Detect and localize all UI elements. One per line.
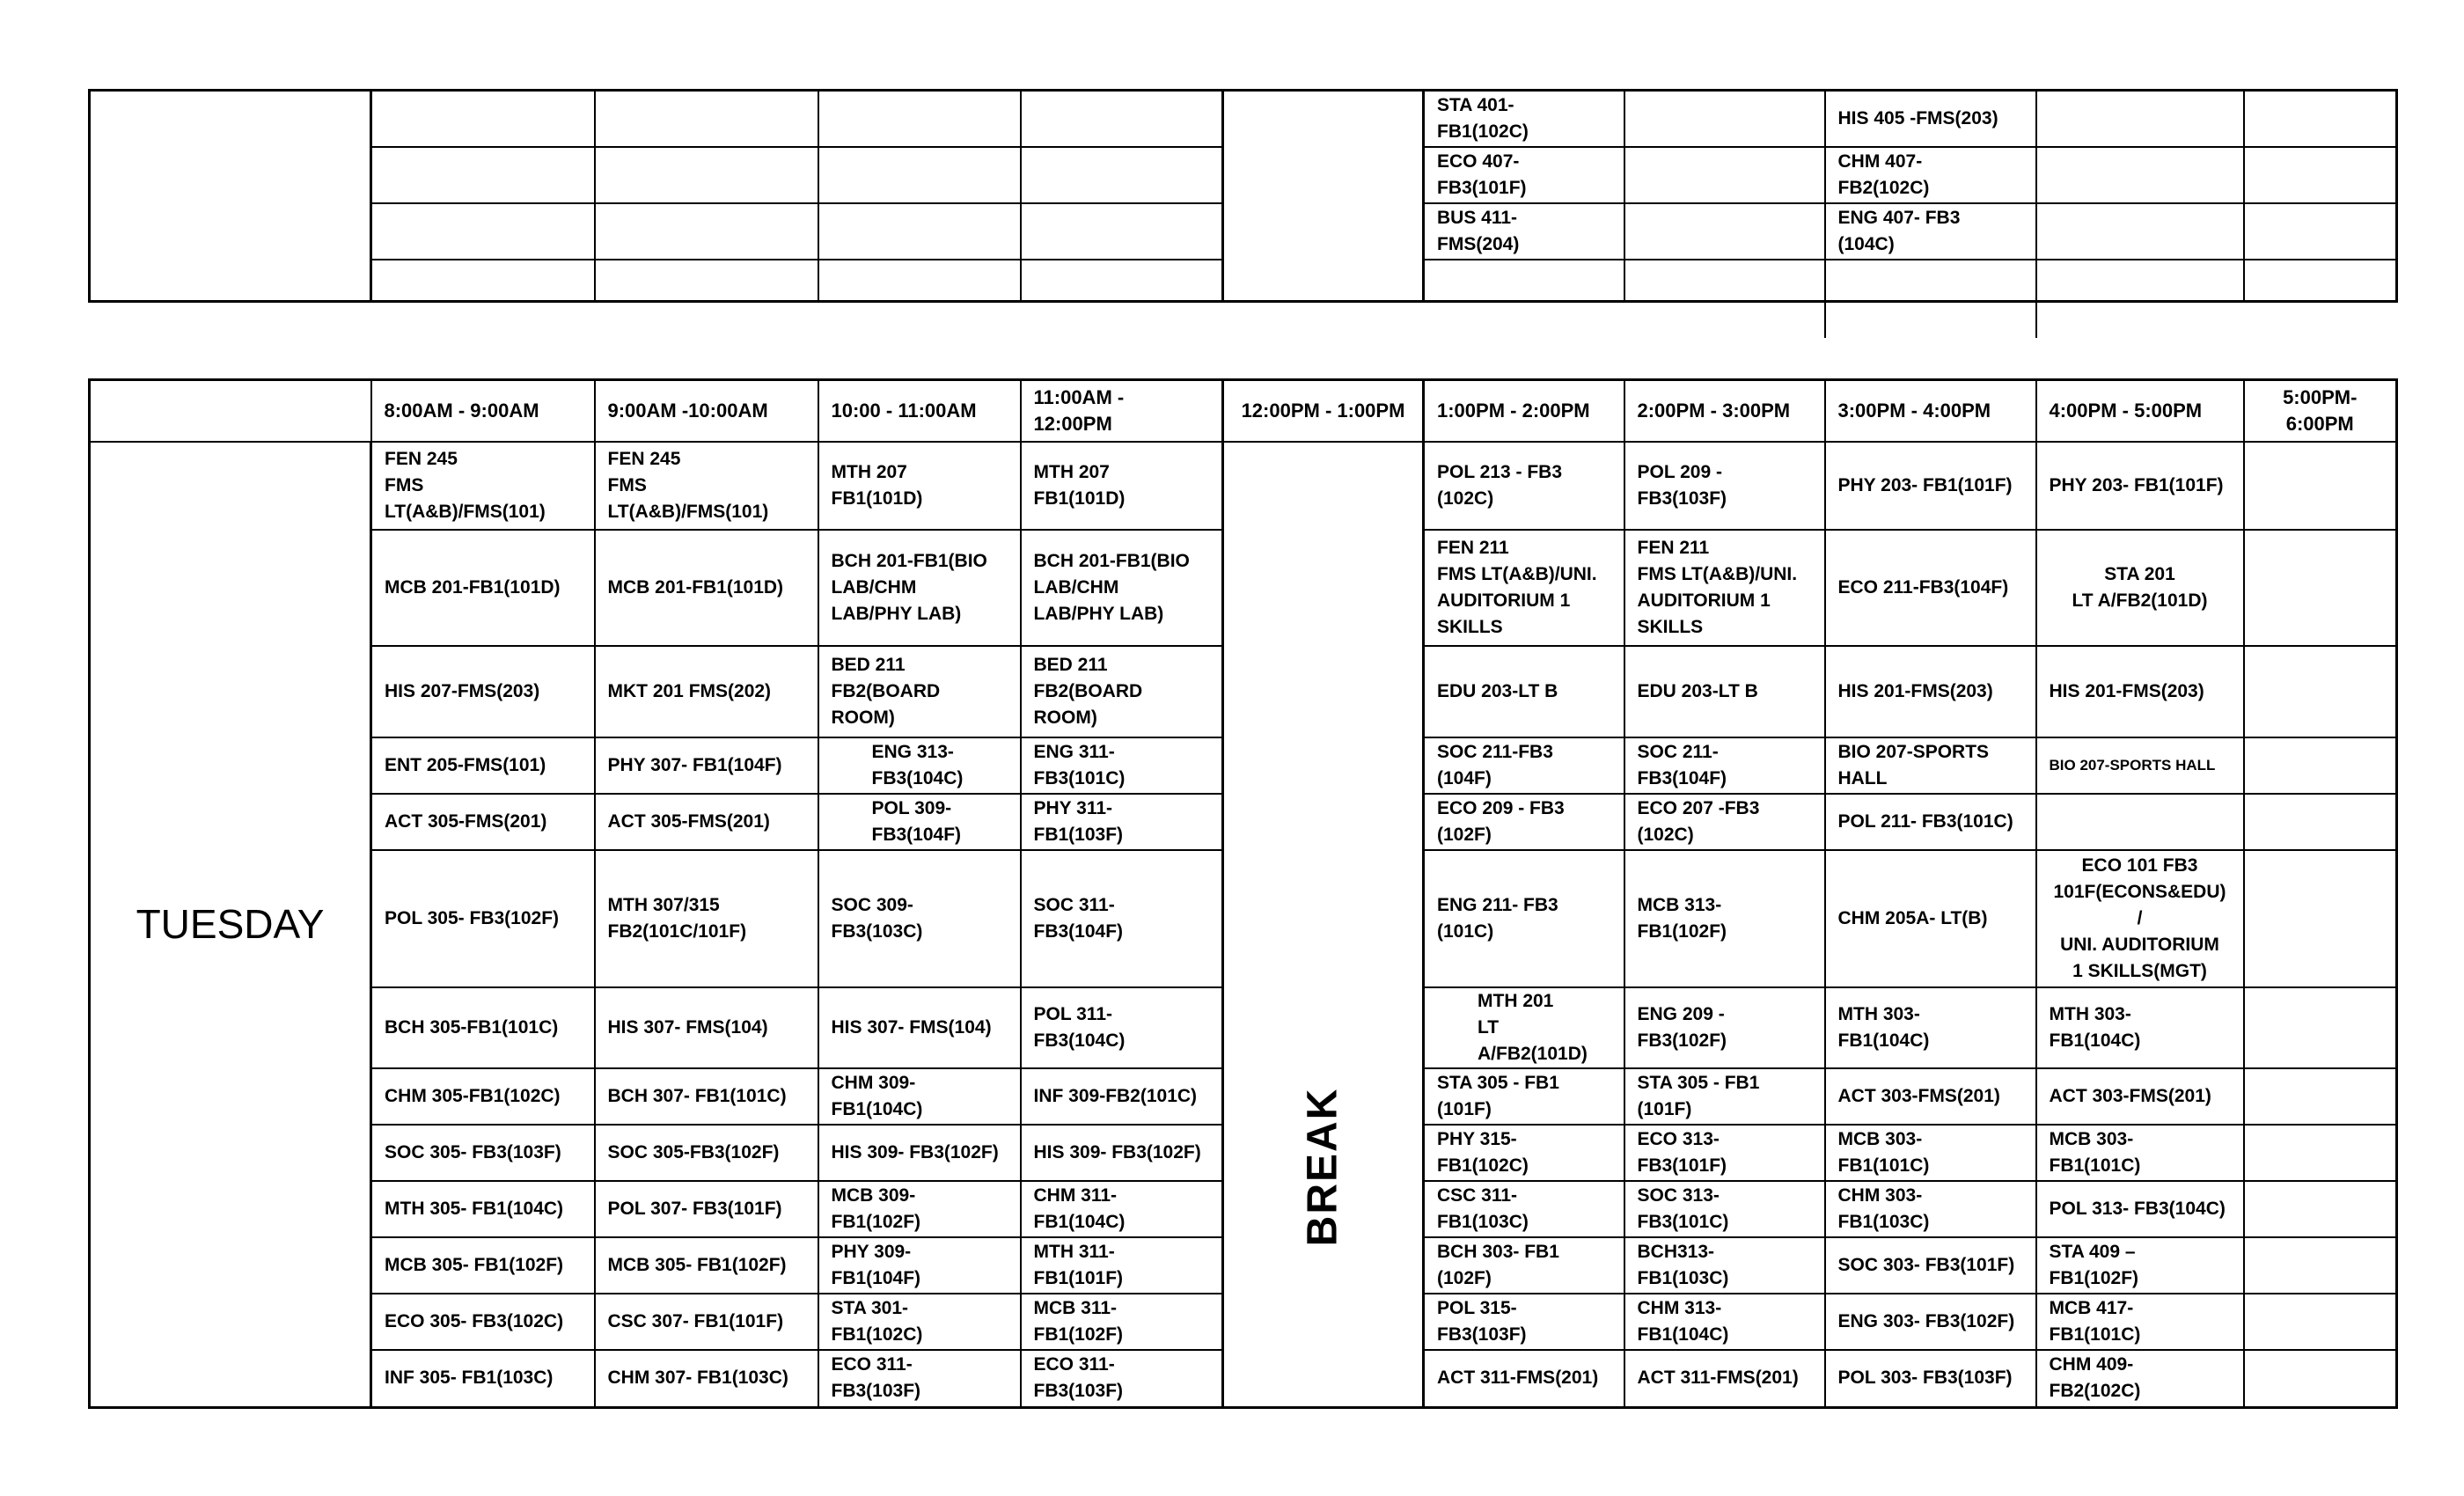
class-cell: SOC 303- FB3(101F) [1825,1237,2036,1294]
class-cell: PHY 203- FB1(101F) [1825,442,2036,530]
class-cell: MCB 303- FB1(101C) [2036,1125,2244,1181]
class-cell: FEN 211 FMS LT(A&B)/UNI. AUDITORIUM 1 SKILLS [1424,530,1624,646]
table-cell: CHM 407- FB2(102C) [1825,147,2036,203]
table-cell [371,147,595,203]
class-cell: ENG 303- FB3(102F) [1825,1294,2036,1350]
class-cell: MCB 309- FB1(102F) [818,1181,1021,1237]
class-cell: POL 305- FB3(102F) [371,850,595,987]
table-cell [1021,260,1223,302]
class-cell [2244,1125,2397,1181]
table-cell [595,147,818,203]
class-cell: SOC 305-FB3(102F) [595,1125,818,1181]
class-cell: FEN 245 FMS LT(A&B)/FMS(101) [595,442,818,530]
class-cell [2244,442,2397,530]
class-cell: MCB 201-FB1(101D) [595,530,818,646]
class-cell: CHM 311- FB1(104C) [1021,1181,1223,1237]
table-cell [595,260,818,302]
time-slot-header: 5:00PM- 6:00PM [2244,380,2397,442]
table-cell [1424,260,1624,302]
class-cell: ACT 305-FMS(201) [595,794,818,850]
tuesday-timetable [88,378,2398,1409]
table-cell [2036,260,2244,302]
class-cell: ECO 209 - FB3 (102F) [1424,794,1624,850]
class-cell: MTH 303- FB1(104C) [2036,987,2244,1068]
table-cell [2036,91,2244,147]
class-cell: ACT 303-FMS(201) [1825,1068,2036,1125]
class-cell: ENG 209 - FB3(102F) [1624,987,1825,1068]
class-cell: MKT 201 FMS(202) [595,646,818,737]
table-cell [1021,147,1223,203]
table-cell [1624,260,1825,302]
class-cell: PHY 203- FB1(101F) [2036,442,2244,530]
class-cell: ENG 311- FB3(101C) [1021,737,1223,794]
table-cell [371,260,595,302]
table-cell [371,203,595,260]
table-cell [1624,203,1825,260]
class-cell: ECO 207 -FB3 (102C) [1624,794,1825,850]
class-cell: SOC 309- FB3(103C) [818,850,1021,987]
class-cell: BIO 207-SPORTS HALL [2036,737,2244,794]
class-cell: POL 311- FB3(104C) [1021,987,1223,1068]
class-cell: ENT 205-FMS(101) [371,737,595,794]
class-cell: BIO 207-SPORTS HALL [1825,737,2036,794]
class-cell: SOC 211- FB3(104F) [1624,737,1825,794]
table-cell [818,260,1021,302]
day-label: TUESDAY [90,442,371,1408]
class-cell: ENG 211- FB3 (101C) [1424,850,1624,987]
class-cell: MCB 313- FB1(102F) [1624,850,1825,987]
class-cell: STA 305 - FB1 (101F) [1624,1068,1825,1125]
table-cell [2244,203,2397,260]
class-cell: POL 307- FB3(101F) [595,1181,818,1237]
table-cell: BUS 411- FMS(204) [1424,203,1624,260]
table-row [90,442,2397,530]
table-cell [371,91,595,147]
class-cell: ACT 305-FMS(201) [371,794,595,850]
class-cell: BED 211 FB2(BOARD ROOM) [1021,646,1223,737]
time-slot-header: 3:00PM - 4:00PM [1825,380,2036,442]
class-cell: CHM 309- FB1(104C) [818,1068,1021,1125]
class-cell: POL 309- FB3(104F) [818,794,1021,850]
table-cell [595,91,818,147]
class-cell: ACT 311-FMS(201) [1424,1350,1624,1408]
class-cell: MTH 305- FB1(104C) [371,1181,595,1237]
class-cell: CHM 409- FB2(102C) [2036,1350,2244,1408]
class-cell: CHM 303- FB1(103C) [1825,1181,2036,1237]
class-cell: MTH 207 FB1(101D) [1021,442,1223,530]
class-cell: HIS 307- FMS(104) [595,987,818,1068]
class-cell: CHM 205A- LT(B) [1825,850,2036,987]
class-cell: FEN 245 FMS LT(A&B)/FMS(101) [371,442,595,530]
time-slot-header: 12:00PM - 1:00PM [1223,380,1424,442]
break-label: BREAK [1299,1087,1346,1247]
class-cell: MCB 417- FB1(101C) [2036,1294,2244,1350]
table-cell [595,203,818,260]
day-cell [90,91,371,302]
class-cell: ECO 311- FB3(103F) [818,1350,1021,1408]
class-cell: HIS 307- FMS(104) [818,987,1021,1068]
table-cell [1825,260,2036,302]
class-cell: MTH 207 FB1(101D) [818,442,1021,530]
class-cell: EDU 203-LT B [1624,646,1825,737]
class-cell: BCH 307- FB1(101C) [595,1068,818,1125]
table-cell: ECO 407- FB3(101F) [1424,147,1624,203]
class-cell: STA 409 – FB1(102F) [2036,1237,2244,1294]
class-cell: PHY 311- FB1(103F) [1021,794,1223,850]
class-cell: HIS 309- FB3(102F) [818,1125,1021,1181]
class-cell [2244,794,2397,850]
class-cell: BCH 305-FB1(101C) [371,987,595,1068]
class-cell: MTH 201 LT A/FB2(101D) [1424,987,1624,1068]
time-slot-header: 4:00PM - 5:00PM [2036,380,2244,442]
table-cell: STA 401- FB1(102C) [1424,91,1624,147]
break-cell [1223,91,1424,302]
corner-cell [90,380,371,442]
table-cell [1624,147,1825,203]
table-cell [2036,147,2244,203]
class-cell: MTH 307/315 FB2(101C/101F) [595,850,818,987]
class-cell [2036,794,2244,850]
class-cell: MTH 311- FB1(101F) [1021,1237,1223,1294]
table-cell [818,147,1021,203]
class-cell: PHY 309- FB1(104F) [818,1237,1021,1294]
class-cell: EDU 203-LT B [1424,646,1624,737]
class-cell: HIS 207-FMS(203) [371,646,595,737]
class-cell: ECO 313- FB3(101F) [1624,1125,1825,1181]
class-cell [2244,1181,2397,1237]
table-row [90,91,2397,147]
class-cell: PHY 315- FB1(102C) [1424,1125,1624,1181]
class-cell: STA 305 - FB1 (101F) [1424,1068,1624,1125]
time-slot-header: 8:00AM - 9:00AM [371,380,595,442]
table-cell: ENG 407- FB3 (104C) [1825,203,2036,260]
class-cell: POL 313- FB3(104C) [2036,1181,2244,1237]
class-cell: SOC 305- FB3(103F) [371,1125,595,1181]
class-cell: MTH 303- FB1(104C) [1825,987,2036,1068]
table-cell [818,91,1021,147]
header-row [90,380,2397,442]
class-cell: CHM 307- FB1(103C) [595,1350,818,1408]
class-cell: POL 209 - FB3(103F) [1624,442,1825,530]
class-cell: PHY 307- FB1(104F) [595,737,818,794]
class-cell [2244,987,2397,1068]
class-cell: HIS 309- FB3(102F) [1021,1125,1223,1181]
class-cell: POL 303- FB3(103F) [1825,1350,2036,1408]
class-cell: CSC 311- FB1(103C) [1424,1181,1624,1237]
table-cell: HIS 405 -FMS(203) [1825,91,2036,147]
time-slot-header: 1:00PM - 2:00PM [1424,380,1624,442]
class-cell: BCH 201-FB1(BIO LAB/CHM LAB/PHY LAB) [818,530,1021,646]
class-cell [2244,1350,2397,1408]
time-slot-header: 11:00AM - 12:00PM [1021,380,1223,442]
class-cell: MCB 303- FB1(101C) [1825,1125,2036,1181]
class-cell: CSC 307- FB1(101F) [595,1294,818,1350]
previous-day-table [88,89,2398,303]
table-cell [2244,91,2397,147]
class-cell [2244,1294,2397,1350]
class-cell [2244,1068,2397,1125]
class-cell [2244,850,2397,987]
class-cell: BED 211 FB2(BOARD ROOM) [818,646,1021,737]
class-cell: CHM 313- FB1(104C) [1624,1294,1825,1350]
class-cell: CHM 305-FB1(102C) [371,1068,595,1125]
class-cell: ECO 305- FB3(102C) [371,1294,595,1350]
break-cell [1223,442,1424,1408]
class-cell [2244,737,2397,794]
class-cell: HIS 201-FMS(203) [1825,646,2036,737]
class-cell: POL 315- FB3(103F) [1424,1294,1624,1350]
class-cell: BCH 201-FB1(BIO LAB/CHM LAB/PHY LAB) [1021,530,1223,646]
class-cell: ECO 101 FB3 101F(ECONS&EDU) / UNI. AUDITORIUM 1 SKILLS(MGT) [2036,850,2244,987]
class-cell: HIS 201-FMS(203) [2036,646,2244,737]
class-cell: ACT 303-FMS(201) [2036,1068,2244,1125]
class-cell: POL 211- FB3(101C) [1825,794,2036,850]
class-cell: STA 301- FB1(102C) [818,1294,1021,1350]
class-cell: ECO 311- FB3(103F) [1021,1350,1223,1408]
table-cell [818,203,1021,260]
class-cell: ECO 211-FB3(104F) [1825,530,2036,646]
class-cell: FEN 211 FMS LT(A&B)/UNI. AUDITORIUM 1 SKILLS [1624,530,1825,646]
table-cell [2036,203,2244,260]
time-slot-header: 2:00PM - 3:00PM [1624,380,1825,442]
class-cell: ENG 313- FB3(104C) [818,737,1021,794]
table-cell [1021,203,1223,260]
time-slot-header: 9:00AM -10:00AM [595,380,818,442]
class-cell: BCH313- FB1(103C) [1624,1237,1825,1294]
time-slot-header: 10:00 - 11:00AM [818,380,1021,442]
class-cell: SOC 313- FB3(101C) [1624,1181,1825,1237]
class-cell: INF 305- FB1(103C) [371,1350,595,1408]
table-cell [1624,91,1825,147]
class-cell [2244,1237,2397,1294]
class-cell: MCB 305- FB1(102F) [595,1237,818,1294]
class-cell: SOC 211-FB3 (104F) [1424,737,1624,794]
column-divider-line [1824,299,1826,338]
table-cell [2244,147,2397,203]
class-cell: MCB 305- FB1(102F) [371,1237,595,1294]
class-cell: MCB 201-FB1(101D) [371,530,595,646]
class-cell [2244,530,2397,646]
class-cell: INF 309-FB2(101C) [1021,1068,1223,1125]
class-cell: BCH 303- FB1 (102F) [1424,1237,1624,1294]
class-cell [2244,646,2397,737]
table-cell [2244,260,2397,302]
class-cell: MCB 311- FB1(102F) [1021,1294,1223,1350]
column-divider-line [2035,299,2037,338]
class-cell: SOC 311- FB3(104F) [1021,850,1223,987]
class-cell: ACT 311-FMS(201) [1624,1350,1825,1408]
class-cell: POL 213 - FB3 (102C) [1424,442,1624,530]
class-cell: STA 201 LT A/FB2(101D) [2036,530,2244,646]
table-cell [1021,91,1223,147]
